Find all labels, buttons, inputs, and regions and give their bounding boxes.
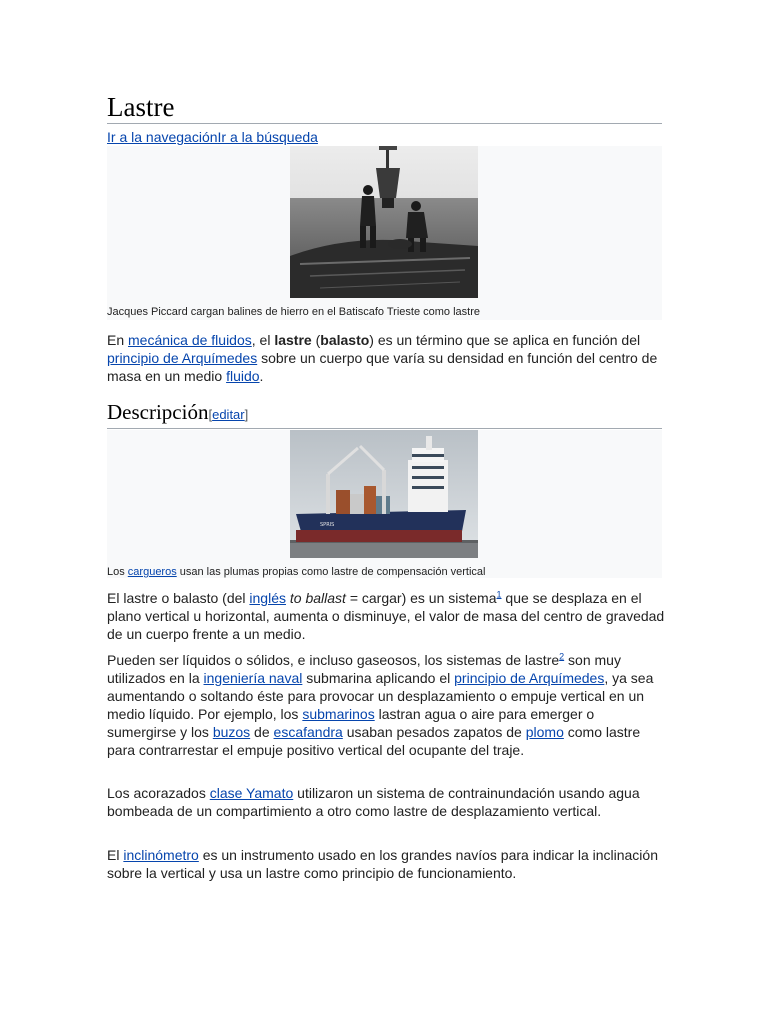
link-inclinometro[interactable]: inclinómetro xyxy=(123,847,199,863)
text: El lastre o balasto (del xyxy=(107,590,250,606)
paragraph-inclinometro xyxy=(107,846,667,882)
jump-to-navigation-link[interactable]: Ir a la navegación xyxy=(107,129,218,145)
text: usan las plumas propias como lastre de compensación vertical xyxy=(176,566,486,578)
cargo-ship-photo-drawing xyxy=(290,430,478,558)
edit-section-link[interactable]: editar xyxy=(212,407,245,422)
ship-hull-label: SPRIS xyxy=(320,522,335,528)
reference-1[interactable]: 1 xyxy=(496,589,502,600)
text: usaban pesados zapatos de xyxy=(342,724,526,740)
bracket: ] xyxy=(244,407,249,422)
section-heading-descripcion xyxy=(107,399,662,429)
text: . xyxy=(259,368,264,384)
text: Los acorazados xyxy=(107,785,210,801)
text: ) es un término que se aplica en función del xyxy=(369,332,641,348)
link-mecanica-de-fluidos[interactable]: mecánica de fluidos xyxy=(128,332,252,348)
text: El xyxy=(107,847,124,863)
text: que se desplaza en el plano vertical u horizontal, aumenta o disminuye, el valor de masa del centro de gravedad de un cuerpo frente a un medio. xyxy=(107,590,665,642)
text: Pueden ser líquidos o sólidos, e incluso gaseosos, los sistemas de lastre xyxy=(107,652,560,668)
text: sobre un cuerpo que varía su densidad en función del centro de masa en un medio xyxy=(107,350,658,384)
link-clase-yamato[interactable]: clase Yamato xyxy=(209,785,294,801)
text: = cargar) es un sistema xyxy=(345,590,497,606)
link-buzos[interactable]: buzos xyxy=(212,724,251,740)
reference-2[interactable]: 2 xyxy=(559,651,565,662)
text: ( xyxy=(311,332,321,348)
edit-section xyxy=(208,407,248,422)
paragraph-sistemas xyxy=(107,651,667,759)
intro-paragraph xyxy=(107,331,667,385)
bold-balasto: balasto xyxy=(320,332,370,348)
photo-cargo-ship-icon[interactable] xyxy=(290,430,478,558)
text: de xyxy=(250,724,274,740)
link-principio-de-arquimedes[interactable]: principio de Arquímedes xyxy=(107,350,258,366)
figure-bathyscaphe xyxy=(107,146,662,320)
link-fluido[interactable]: fluido xyxy=(226,368,260,384)
text: utilizaron un sistema de contrainundación usando agua bombeada de un compartimiento a otro como lastre de desplazamiento vertical. xyxy=(107,785,640,819)
link-escafandra[interactable]: escafandra xyxy=(273,724,343,740)
text: lastran agua o aire para emerger o sumergirse y los xyxy=(107,706,595,740)
bracket: [ xyxy=(208,407,213,422)
link-cargueros[interactable]: cargueros xyxy=(127,566,177,578)
photo-bathyscaphe-icon[interactable] xyxy=(290,146,478,298)
figure-caption: Jacques Piccard cargan balines de hierro en el Batiscafo Trieste como lastre xyxy=(107,306,480,318)
page-title: Lastre xyxy=(107,92,662,124)
text: como lastre para contrarrestar el empuje positivo vertical del ocupante del traje. xyxy=(107,724,641,758)
link-ingenieria-naval[interactable]: ingeniería naval xyxy=(203,670,303,686)
text: , ya sea aumentando o soltando éste para provocar un desplazamiento o empuje vertical en un medio líquido. Por ejemplo, los xyxy=(107,670,654,722)
text: Los xyxy=(107,566,128,578)
link-principio-de-arquimedes[interactable]: principio de Arquímedes xyxy=(454,670,605,686)
text: submarina aplicando el xyxy=(302,670,455,686)
paragraph-yamato xyxy=(107,784,667,820)
figure-cargo-ship xyxy=(107,430,662,578)
figure-caption xyxy=(107,565,485,579)
paragraph-definicion xyxy=(107,589,667,643)
link-ingles[interactable]: inglés xyxy=(249,590,286,606)
jump-links xyxy=(107,128,318,146)
link-plomo[interactable]: plomo xyxy=(525,724,564,740)
text: En xyxy=(107,332,129,348)
link-submarinos[interactable]: submarinos xyxy=(302,706,375,722)
bold-lastre: lastre xyxy=(274,332,312,348)
text: es un instrumento usado en los grandes navíos para indicar la inclinación sobre la vertical y usa un lastre como principio de funcionamiento. xyxy=(107,847,658,881)
bathyscaphe-photo-drawing xyxy=(290,146,478,298)
section-title: Descripción xyxy=(107,400,209,424)
text: , el xyxy=(251,332,275,348)
jump-to-search-link[interactable]: Ir a la búsqueda xyxy=(217,129,318,145)
text: son muy utilizados en la xyxy=(107,652,621,686)
italic-to-ballast: to ballast xyxy=(289,590,346,606)
